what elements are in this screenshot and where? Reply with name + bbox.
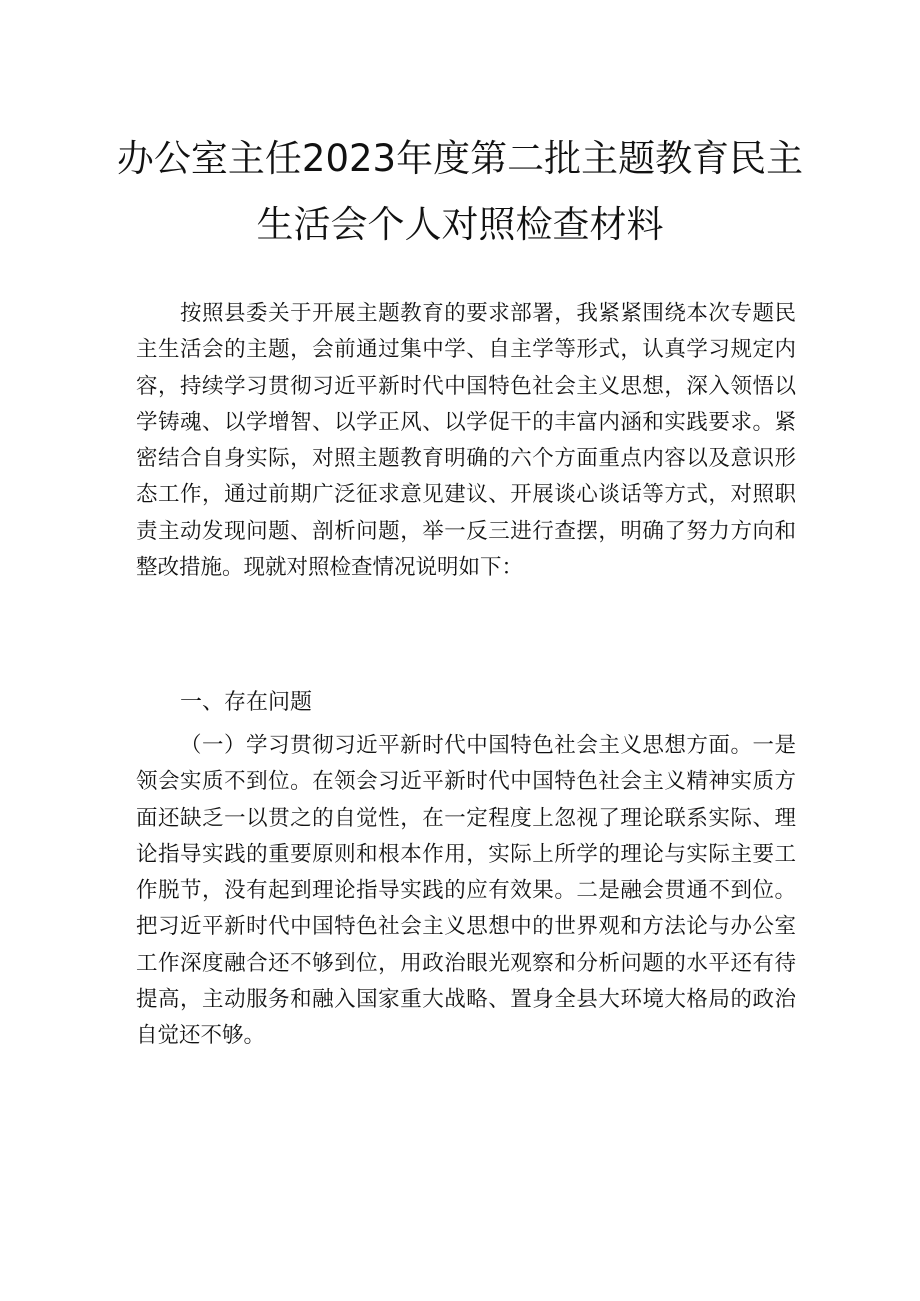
- section-heading-problems: 一、存在问题: [180, 690, 313, 715]
- document-title-line-1: 办公室主任2023年度第二批主题教育民主: [116, 137, 804, 180]
- document-title-line-2: 生活会个人对照检查材料: [256, 203, 664, 246]
- intro-paragraph: 按照县委关于开展主题教育的要求部署，我紧紧围绕本次专题民主生活会的主题，会前通过集中学、自主学等形式，认真学习规定内容，持续学习贯彻习近平新时代中国特色社会主义思想，深入领悟以学铸魂、以学增智、以学正风、以学促干的丰富内涵和实践要求。紧密结合自身实际，对照主题教育明确的六个方面重点内容以及意识形态工作，通过前期广泛征求意见建议、开展谈心谈话等方式，对照职责主动发现问题、剖析问题，举一反三进行查摆，明确了努力方向和整改措施。现就对照检查情况说明如下：: [136, 301, 796, 581]
- section-paragraph-study: （一）学习贯彻习近平新时代中国特色社会主义思想方面。一是领会实质不到位。在领会习近平新时代中国特色社会主义精神实质方面还缺乏一以贯之的自觉性，在一定程度上忽视了理论联系实际、理论指导实践的重要原则和根本作用，实际上所学的理论与实际主要工作脱节，没有起到理论指导实践的应有效果。二是融会贯通不到位。把习近平新时代中国特色社会主义思想中的世界观和方法论与办公室工作深度融合还不够到位，用政治眼光观察和分析问题的水平还有待提高，主动服务和融入国家重大战略、置身全县大环境大格局的政治自觉还不够。: [136, 733, 796, 1049]
